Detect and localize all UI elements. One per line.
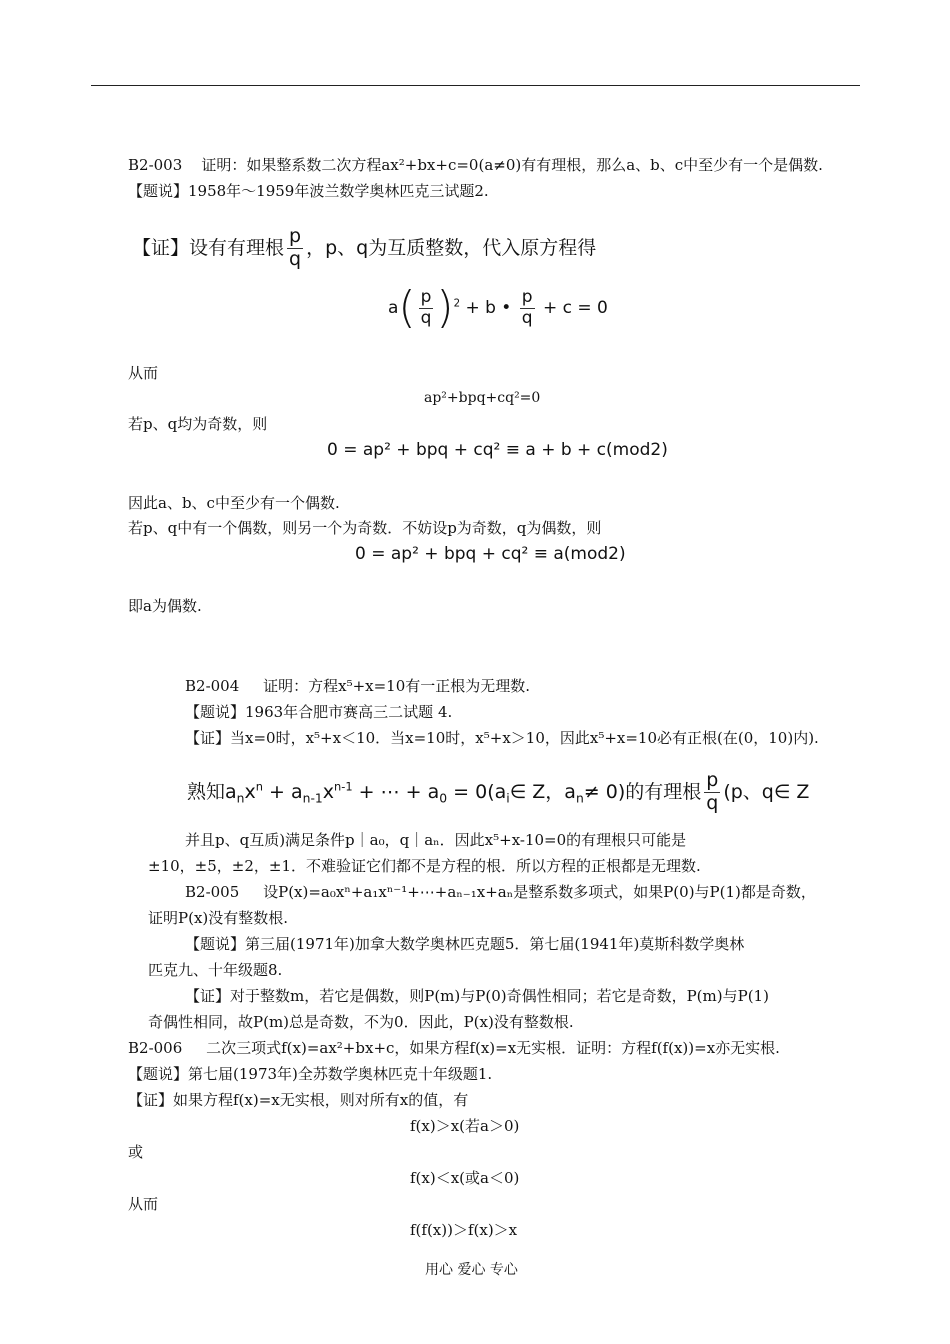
equation-expanded: ap²+bpq+cq²=0 bbox=[424, 390, 541, 406]
problem-id: B2-003 bbox=[128, 156, 183, 174]
problem-statement-cont: 证明P(x)没有整数根. bbox=[148, 909, 289, 927]
eq-end: + c = 0 bbox=[542, 298, 608, 318]
problem-statement: 证明：如果整系数二次方程ax²+bx+c=0(a≠0)有有理根，那么a、b、c中至少有一个是偶数. bbox=[201, 156, 823, 174]
problem-source: 【题说】第七届(1973年)全苏数学奥林匹克十年级题1. bbox=[128, 1065, 493, 1083]
proof-lead: 【证】设有有理根 bbox=[132, 236, 285, 259]
known-tail: + ⋯ + a bbox=[358, 780, 440, 803]
header-rule bbox=[91, 85, 860, 86]
text-or: 或 bbox=[128, 1143, 144, 1161]
fraction bbox=[287, 226, 303, 271]
problem-id: B2-005 bbox=[185, 883, 240, 901]
text-conclusion-2: 即a为偶数. bbox=[128, 597, 202, 615]
text-therefore: 从而 bbox=[128, 364, 159, 382]
problem-b2-005-statement bbox=[185, 885, 816, 900]
known-rational-root-line: 熟知$a_nx^n + a_{n-1}x^{n-1}$ + ⋯ + $a_0$ = $0(a_i\in$ Z，$a_n\ne 0$)的有理根 $\frac{p}{q}$ (p、q∈ Z bbox=[187, 769, 810, 814]
problem-source-cont: 匹克九、十年级题8. bbox=[148, 961, 283, 979]
equation-substitution: a( $\frac{p}{q}$ )$^2$ + b • $\frac{p}{q}$ + c = 0 bbox=[388, 282, 608, 333]
proof-rest: ，p、q为互质整数，代入原方程得 bbox=[306, 236, 597, 259]
known-cond3: ≠ 0)的有理根 bbox=[583, 780, 702, 803]
fraction-numerator: p bbox=[420, 286, 432, 307]
inequality-1: f(x)＞x(若a＞0) bbox=[410, 1117, 520, 1135]
proof-line: 【证】当x=0时，x⁵+x＜10．当x=10时，x⁵+x＞10，因此x⁵+x=10必有正根(在(0，10)内). bbox=[185, 729, 819, 747]
fraction-numerator: p bbox=[521, 286, 533, 307]
known-cond: = 0(a bbox=[453, 780, 507, 803]
known-cond2: ∈ Z，a bbox=[509, 780, 576, 803]
text-conclusion-1: 因此a、b、c中至少有一个偶数. bbox=[128, 494, 340, 512]
known-end: (p、q∈ Z bbox=[723, 780, 810, 803]
known-mid: + a bbox=[269, 780, 303, 803]
text-case-even: 若p、q中有一个偶数，则另一个为奇数．不妨设p为奇数，q为偶数，则 bbox=[128, 519, 602, 537]
fraction-denominator: q bbox=[706, 791, 719, 814]
problem-source: 【题说】1963年合肥市赛高三二试题 4. bbox=[185, 703, 453, 721]
text-therefore: 从而 bbox=[128, 1195, 159, 1213]
equation-mod2-a: 0 = ap² + bpq + cq² ≡ a(mod2) bbox=[355, 544, 626, 564]
problem-statement: 二次三项式f(x)=ax²+bx+c，如果方程f(x)=x无实根．证明：方程f(f(x))=x亦无实根. bbox=[206, 1039, 780, 1057]
proof-line: 并且p、q互质)满足条件p｜a₀，q｜aₙ．因此x⁵+x-10=0的有理根只可能是 bbox=[185, 831, 687, 849]
problem-b2-004-statement bbox=[185, 679, 530, 694]
problem-b2-003-statement bbox=[128, 158, 823, 173]
inequality-3: f(f(x))＞f(x)＞x bbox=[410, 1221, 518, 1239]
proof-line: 【证】对于整数m，若它是偶数，则P(m)与P(0)奇偶性相同；若它是奇数，P(m)与P(1) bbox=[185, 987, 769, 1005]
equation-mod2-sum: 0 = ap² + bpq + cq² ≡ a + b + c(mod2) bbox=[327, 440, 668, 460]
fraction-numerator: p bbox=[706, 769, 719, 791]
proof-line: ±10，±5，±2，±1．不难验证它们都不是方程的根．所以方程的正根都是无理数. bbox=[148, 857, 701, 875]
fraction-denominator: q bbox=[289, 247, 302, 270]
exponent: 2 bbox=[453, 298, 461, 310]
inequality-2: f(x)＜x(或a＜0) bbox=[410, 1169, 520, 1187]
proof-line: 【证】如果方程f(x)=x无实根，则对所有x的值，有 bbox=[128, 1091, 469, 1109]
known-lead: 熟知a bbox=[187, 780, 237, 803]
fraction-denominator: q bbox=[420, 307, 432, 328]
problem-statement: 设P(x)=a₀xⁿ+a₁xⁿ⁻¹+⋯+aₙ₋₁x+aₙ是整系数多项式，如果P(0)与P(1)都是奇数， bbox=[263, 883, 816, 901]
fraction-denominator: q bbox=[521, 307, 533, 328]
page-footer: 用心 爱心 专心 bbox=[425, 1262, 518, 1278]
fraction bbox=[704, 770, 720, 815]
text-case-odd: 若p、q均为奇数，则 bbox=[128, 415, 268, 433]
fraction bbox=[419, 288, 434, 328]
problem-b2-006-statement bbox=[128, 1041, 780, 1056]
proof-intro-line bbox=[132, 226, 596, 271]
fraction-numerator: p bbox=[289, 225, 302, 247]
eq-a: a bbox=[388, 298, 399, 318]
problem-id: B2-006 bbox=[128, 1039, 183, 1057]
fraction bbox=[520, 288, 535, 328]
problem-source: 【题说】第三届(1971年)加拿大数学奥林匹克题5．第七届(1941年)莫斯科数学奥林 bbox=[185, 935, 745, 953]
problem-source: 【题说】1958年～1959年波兰数学奥林匹克三试题2. bbox=[128, 182, 489, 200]
proof-line: 奇偶性相同，故P(m)总是奇数，不为0．因此，P(x)没有整数根. bbox=[148, 1013, 574, 1031]
problem-statement: 证明：方程x⁵+x=10有一正根为无理数. bbox=[263, 677, 531, 695]
eq-mid: + b • bbox=[465, 298, 512, 318]
problem-id: B2-004 bbox=[185, 677, 240, 695]
